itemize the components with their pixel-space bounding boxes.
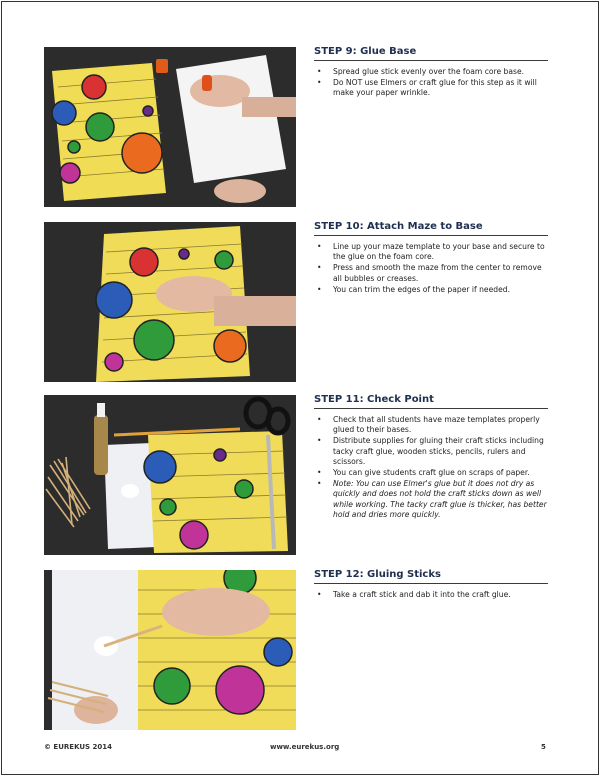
step-10-title: STEP 10: Attach Maze to Base (314, 221, 548, 236)
step-11-bullet: • Distribute supplies for gluing their craft sticks including tacky craft glue, wooden sticks, pencils, rulers and scissors. (314, 436, 548, 467)
step-9-title: STEP 9: Glue Base (314, 46, 548, 61)
step-10-photo (44, 222, 296, 382)
step-9-bullet: • Spread glue stick evenly over the foam core base. (314, 67, 548, 77)
step-9-photo (44, 47, 296, 207)
step-11-photo (44, 395, 296, 555)
step-12-bullets (314, 590, 548, 600)
step-12-bullet: • Take a craft stick and dab it into the craft glue. (314, 590, 548, 600)
step-11-bullet: • Check that all students have maze templates properly glued to their bases. (314, 415, 548, 435)
step-12-title: STEP 12: Gluing Sticks (314, 569, 548, 584)
step-11-bullet: • You can give students craft glue on scraps of paper. (314, 468, 548, 478)
step-10-bullet: • Line up your maze template to your base and secure to the glue on the foam core. (314, 242, 548, 262)
step-9-bullets (314, 67, 548, 99)
step-11-note: • Note: You can use Elmer's glue but it does not dry as quickly and does not hold the craft sticks down as well while working. The tacky craft glue is thicker, has better hold and dries more quickly. (314, 479, 548, 520)
step-12 (314, 569, 548, 601)
step-10-bullet: • Press and smooth the maze from the center to remove all bubbles or creases. (314, 263, 548, 283)
step-10-bullets (314, 242, 548, 295)
step-11-bullets (314, 415, 548, 520)
footer-website[interactable]: www.eurekus.org (270, 743, 340, 751)
step-11-title: STEP 11: Check Point (314, 394, 548, 409)
step-10 (314, 221, 548, 296)
step-9 (314, 46, 548, 100)
footer-copyright: © EUREKUS 2014 (44, 743, 113, 751)
step-12-photo (44, 570, 296, 730)
step-11 (314, 394, 548, 521)
page-number: 5 (541, 743, 546, 751)
step-9-bullet: • Do NOT use Elmers or craft glue for this step as it will make your paper wrinkle. (314, 78, 548, 98)
step-10-bullet: • You can trim the edges of the paper if needed. (314, 285, 548, 295)
